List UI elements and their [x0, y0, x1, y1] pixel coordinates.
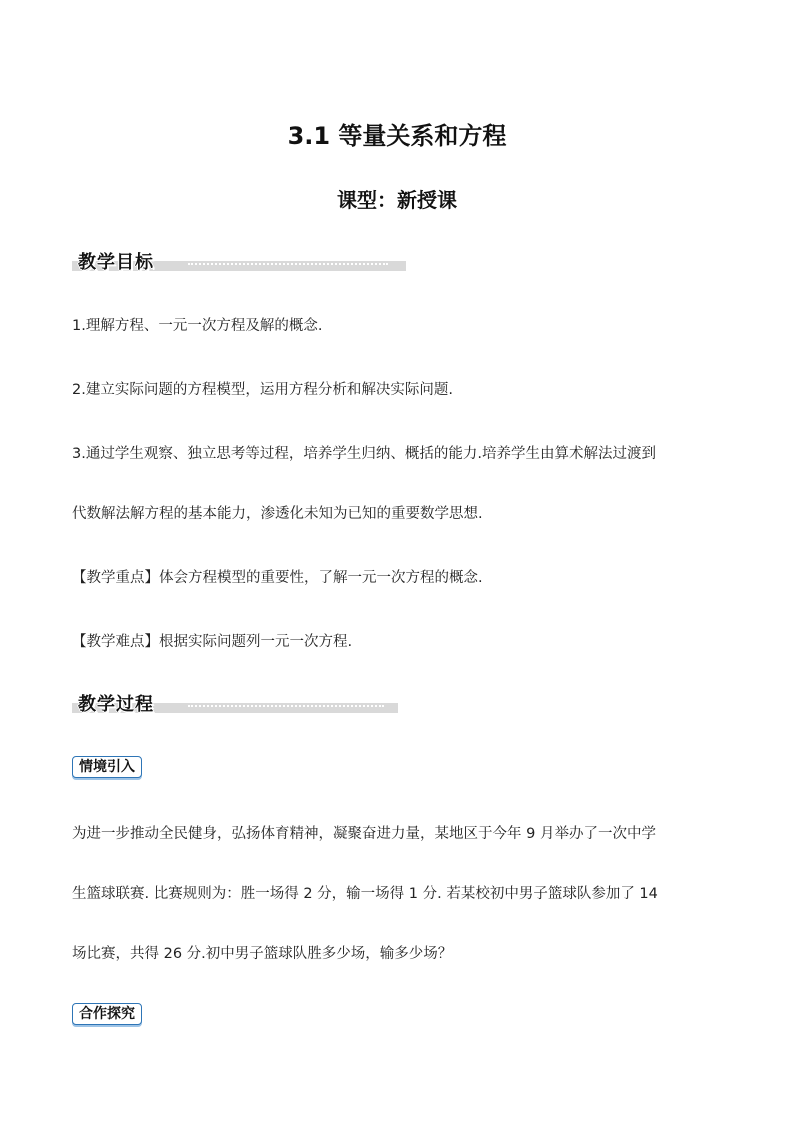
intro-line-2: 生篮球联赛. 比赛规则为：胜一场得 2 分，输一场得 1 分. 若某校初中男子篮球队参加了 14: [72, 886, 658, 902]
objective-1: 1.理解方程、一元一次方程及解的概念.: [72, 318, 323, 334]
key-point: 【教学重点】体会方程模型的重要性，了解一元一次方程的概念.: [72, 570, 483, 586]
intro-line-1: 为进一步推动全民健身，弘扬体育精神，凝聚奋进力量，某地区于今年 9 月举办了一次中学: [72, 826, 656, 842]
section-objectives-header: [72, 250, 406, 274]
intro-line-3: 场比赛，共得 26 分.初中男子篮球队胜多少场，输多少场？: [72, 946, 453, 962]
objective-3-line-1: 3.通过学生观察、独立思考等过程，培养学生归纳、概括的能力.培养学生由算术解法过渡到: [72, 446, 656, 462]
difficult-point: 【教学难点】根据实际问题列一元一次方程.: [72, 634, 353, 650]
objective-2: 2.建立实际问题的方程模型，运用方程分析和解决实际问题.: [72, 382, 453, 398]
section-objectives-title: 教学目标: [78, 252, 154, 273]
section-process-header: [72, 692, 398, 716]
tag-intro: 情境引入: [72, 756, 142, 778]
objective-3-line-2: 代数解法解方程的基本能力，渗透化未知为已知的重要数学思想.: [72, 506, 483, 522]
lesson-type: 课型：新授课: [337, 188, 457, 212]
page-title: 3.1 等量关系和方程: [287, 122, 507, 150]
section-process-title: 教学过程: [78, 694, 154, 715]
tag-explore: 合作探究: [72, 1003, 142, 1025]
